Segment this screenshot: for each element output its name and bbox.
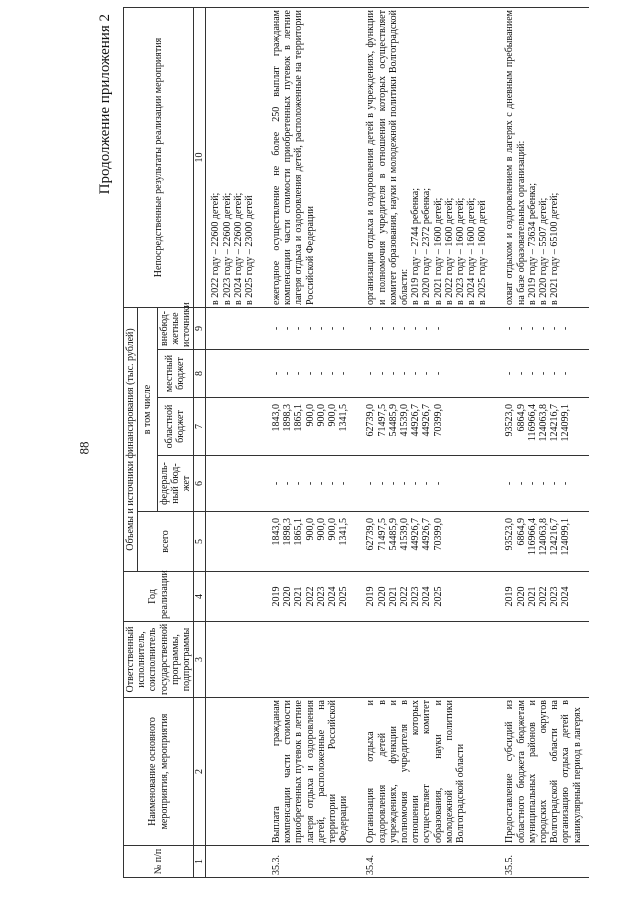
table-row [355,8,494,878]
row-regional-value: 1843,0 [271,404,283,432]
row-local-value: - [327,371,338,376]
row-number: 35.5. [494,846,588,878]
row-number [206,846,261,878]
header-row-1 [124,8,138,878]
row-regional-value: 1341,5 [338,404,350,432]
row-total-value: 1341,5 [338,518,350,546]
row-total-value: 71497,5 [376,518,388,551]
row-total-value: 41539,0 [398,518,410,551]
row-years [261,572,355,622]
row-total [261,512,355,572]
row-years-value: 2024 [560,586,572,607]
row-federal-value: - [315,481,327,486]
row-name: Организация отдыха и оздоровления детей в учреждениях, функции и полномочия учредителя в отношении которых осуществляет комитет образования, науки и молодежной политики Волгоградской области [355,698,494,846]
row-offbudget-value: - [271,326,283,331]
row-offbudget-value: - [315,326,327,331]
header-local: местный бюджет [157,350,194,398]
row-offbudget [206,308,261,350]
row-years-value: 2025 [338,586,350,607]
row-offbudget [261,308,355,350]
row-name [206,698,261,846]
row-total-value: 6864,9 [515,518,527,546]
row-local-value: - [549,371,561,376]
continuation-title: Продолжение приложения 2 [97,14,113,195]
row-total-value: 116966,4 [526,518,538,556]
row-local-value: - [432,371,444,376]
row-local-value: - [526,371,538,376]
row-regional-value: 116966,4 [526,404,538,442]
row-offbudget-value: - [282,326,294,331]
column-number: 3 [194,622,206,698]
row-local-value: - [282,371,294,376]
row-total-value: 54485,9 [387,518,399,551]
table-row [494,8,588,878]
row-total-value: 1898,3 [282,518,294,546]
row-offbudget-value: - [365,326,377,331]
row-total-value: 1843,0 [271,518,283,546]
row-total [206,512,261,572]
row-local-value: - [271,371,283,376]
column-number: 8 [194,350,206,398]
result-line: в 2025 году – 23000 детей [243,195,255,305]
row-local-value: - [421,371,433,376]
row-local [206,350,261,398]
row-local-value: - [304,371,316,376]
column-number: 1 [194,846,206,878]
header-regional: областной бюджет [157,398,194,456]
row-local-value: - [293,371,305,376]
row-federal-value: - [387,481,399,486]
row-offbudget-value: - [526,326,538,331]
row-federal [261,456,355,512]
row-years-value: 2021 [526,586,538,607]
row-years-value: 2020 [376,586,388,607]
row-regional-value: 70399,0 [432,404,444,437]
row-total-value: 124099,1 [560,518,572,556]
column-number: 10 [194,8,206,308]
row-years-value: 2019 [504,586,516,607]
row-executor [206,622,261,698]
row-regional-value: 44926,7 [410,404,422,437]
row-local-value: - [504,371,516,376]
table-body [194,8,589,878]
result-line: в 2021 году – 65100 детей; [549,192,561,305]
result-line: в 2019 году – 2744 ребенка; [410,188,422,305]
row-offbudget-value: - [293,326,305,331]
column-number: 6 [194,456,206,512]
row-federal-value: - [282,481,294,486]
row-years-value: 2022 [538,586,549,607]
row-regional-value: 124099,1 [560,404,572,442]
row-regional [206,398,261,456]
row-local [261,350,355,398]
row-years-value: 2022 [398,586,410,607]
row-federal [206,456,261,512]
row-offbudget [494,308,588,350]
program-table [123,7,589,878]
row-results [355,8,494,308]
row-regional-value: 900,0 [315,404,327,427]
row-offbudget-value: - [376,326,388,331]
row-total-value: 44926,7 [410,518,422,551]
row-regional-value: 900,0 [304,404,316,427]
column-number: 2 [194,698,206,846]
row-federal [494,456,588,512]
row-offbudget-value: - [549,326,561,331]
row-regional [355,398,494,456]
row-local [355,350,494,398]
table-row [261,8,355,878]
row-total-value: 44926,7 [421,518,433,551]
row-years [494,572,588,622]
row-total-value: 900,0 [315,518,327,541]
result-line: в 2023 году – 1600 детей; [454,197,466,305]
row-years-value: 2021 [293,586,305,607]
row-federal-value: - [538,481,549,486]
row-offbudget-value: - [560,326,572,331]
row-executor [494,622,588,698]
row-total-value: 900,0 [304,518,316,541]
row-years-value: 2023 [549,586,561,607]
row-years-value: 2022 [304,586,316,607]
row-offbudget-value: - [504,326,516,331]
row-local-value: - [376,371,388,376]
row-regional-value: 93523,0 [504,404,516,437]
header-total: всего [138,512,194,572]
header-federal: федераль-ный бюд-жет [157,456,194,512]
row-total [355,512,494,572]
row-years [206,572,261,622]
row-local-value: - [560,371,572,376]
row-local-value: - [398,371,410,376]
header-name: Наименование основного мероприятия, мероприятия [124,698,194,846]
row-federal-value: - [365,481,377,486]
result-line: в 2024 году – 22600 детей; [232,192,244,305]
row-total-value: 1865,1 [293,518,305,546]
row-total-value: 124063,8 [538,518,549,556]
row-local-value: - [315,371,327,376]
row-federal-value: - [304,481,316,486]
row-offbudget-value: - [410,326,422,331]
table-row [206,8,261,878]
row-total-value: 93523,0 [504,518,516,551]
row-local-value: - [410,371,422,376]
header-including: в том числе [138,308,157,512]
row-offbudget-value: - [387,326,399,331]
row-offbudget-value: - [338,326,350,331]
row-federal-value: - [549,481,561,486]
header-executor: Ответственный исполнитель, соисполнитель государственной программы, подпрограммы [124,622,194,698]
row-number: 35.3. [261,846,355,878]
column-number: 4 [194,572,206,622]
result-line: в 2022 году – 1600 детей; [443,197,455,305]
row-results [494,8,588,308]
row-regional-value: 6864,9 [515,404,527,432]
row-local-value: - [338,371,350,376]
row-years-value: 2020 [282,586,294,607]
row-federal-value: - [410,481,422,486]
result-line: организация отдыха и оздоровления детей в учреждениях, функции и полномочия учредителя в отношении которых осуществляет комитет образования, науки и молодежной политики Волгоградской области: [365,10,410,305]
result-line: охват отдыхом и оздоровлением в лагерях с дневным пребыванием на базе образовательных организаций: [504,10,527,305]
row-federal-value: - [515,481,527,486]
row-offbudget-value: - [304,326,316,331]
row-years-value: 2019 [365,586,377,607]
row-federal-value: - [421,481,433,486]
row-local-value: - [365,371,377,376]
row-years-value: 2024 [421,586,433,607]
column-number: 9 [194,308,206,350]
row-years [355,572,494,622]
row-regional-value: 900,0 [327,404,338,427]
row-years-value: 2021 [387,586,399,607]
row-regional-value: 62739,0 [365,404,377,437]
column-number: 5 [194,512,206,572]
row-offbudget [355,308,494,350]
row-executor [355,622,494,698]
header-funding: Объемы и источники финансирования (тыс. рублей) [124,308,138,572]
row-regional-value: 71497,5 [376,404,388,437]
result-line: в 2024 году – 1600 детей; [466,197,478,305]
row-offbudget-value: - [432,326,444,331]
row-total-value: 62739,0 [365,518,377,551]
row-regional-value: 124063,8 [538,404,549,442]
result-line: ежегодное осуществление не более 250 выплат гражданам компенсации части стоимости приобретенных путевок в летние лагеря отдыха и оздоровления детей, расположенные на территории Российской Федерации [271,10,316,305]
row-federal-value: - [398,481,410,486]
row-federal-value: - [504,481,516,486]
row-local-value: - [387,371,399,376]
row-regional-value: 1898,3 [282,404,294,432]
result-line: в 2020 году – 2372 ребенка; [421,188,433,305]
row-results [206,8,261,308]
row-local-value: - [538,371,549,376]
row-years-value: 2024 [327,586,338,607]
row-federal-value: - [560,481,572,486]
row-local [494,350,588,398]
header-year: Год реализации [124,572,194,622]
row-total-value: 124216,7 [549,518,561,556]
result-line: в 2022 году – 22600 детей; [210,192,222,305]
result-line: в 2025 году – 1600 детей [477,200,489,305]
row-years-value: 2023 [410,586,422,607]
row-name: Выплата гражданам компенсации части стоимости приобретенных путевок в летние лагеря отдыха и оздоровления детей, расположенные на территории Российской Федерации [261,698,355,846]
row-federal-value: - [338,481,350,486]
row-total-value: 70399,0 [432,518,444,551]
row-results [261,8,355,308]
row-regional-value: 54485,9 [387,404,399,437]
row-years-value: 2023 [315,586,327,607]
header-num: № п/п [124,846,194,878]
row-name: Предоставление субсидий из областного бюджета бюджетам муниципальных районов и городских округов Волгоградской области на организацию отдыха детей в каникулярный период в лагерях [494,698,588,846]
row-federal [355,456,494,512]
result-line: в 2021 году – 1600 детей; [432,197,444,305]
row-regional-value: 124216,7 [549,404,561,442]
page-number: 88 [76,441,92,455]
row-federal-value: - [271,481,283,486]
header-results: Непосредственные результаты реализации мероприятия [124,8,194,308]
row-regional-value: 44926,7 [421,404,433,437]
column-numbers-row [194,8,206,878]
row-years-value: 2020 [515,586,527,607]
column-number: 7 [194,398,206,456]
row-local-value: - [515,371,527,376]
row-regional-value: 1865,1 [293,404,305,432]
row-regional-value: 41539,0 [398,404,410,437]
result-line: в 2019 году – 73634 ребенка; [526,183,538,305]
row-executor [261,622,355,698]
row-regional [261,398,355,456]
row-offbudget-value: - [421,326,433,331]
row-offbudget-value: - [327,326,338,331]
rotated-page-content [95,8,640,878]
row-years-value: 2019 [271,586,283,607]
header-offbudget: внебюд-жетные источники [157,308,194,350]
row-federal-value: - [432,481,444,486]
row-offbudget-value: - [398,326,410,331]
row-total [494,512,588,572]
row-federal-value: - [293,481,305,486]
row-regional [494,398,588,456]
result-line: в 2020 году – 5507 детей; [538,197,549,305]
row-number: 35.4. [355,846,494,878]
row-years-value: 2025 [432,586,444,607]
row-federal-value: - [526,481,538,486]
row-offbudget-value: - [538,326,549,331]
row-federal-value: - [327,481,338,486]
row-total-value: 900,0 [327,518,338,541]
result-line: в 2023 году – 22600 детей; [221,192,233,305]
row-offbudget-value: - [515,326,527,331]
row-federal-value: - [376,481,388,486]
